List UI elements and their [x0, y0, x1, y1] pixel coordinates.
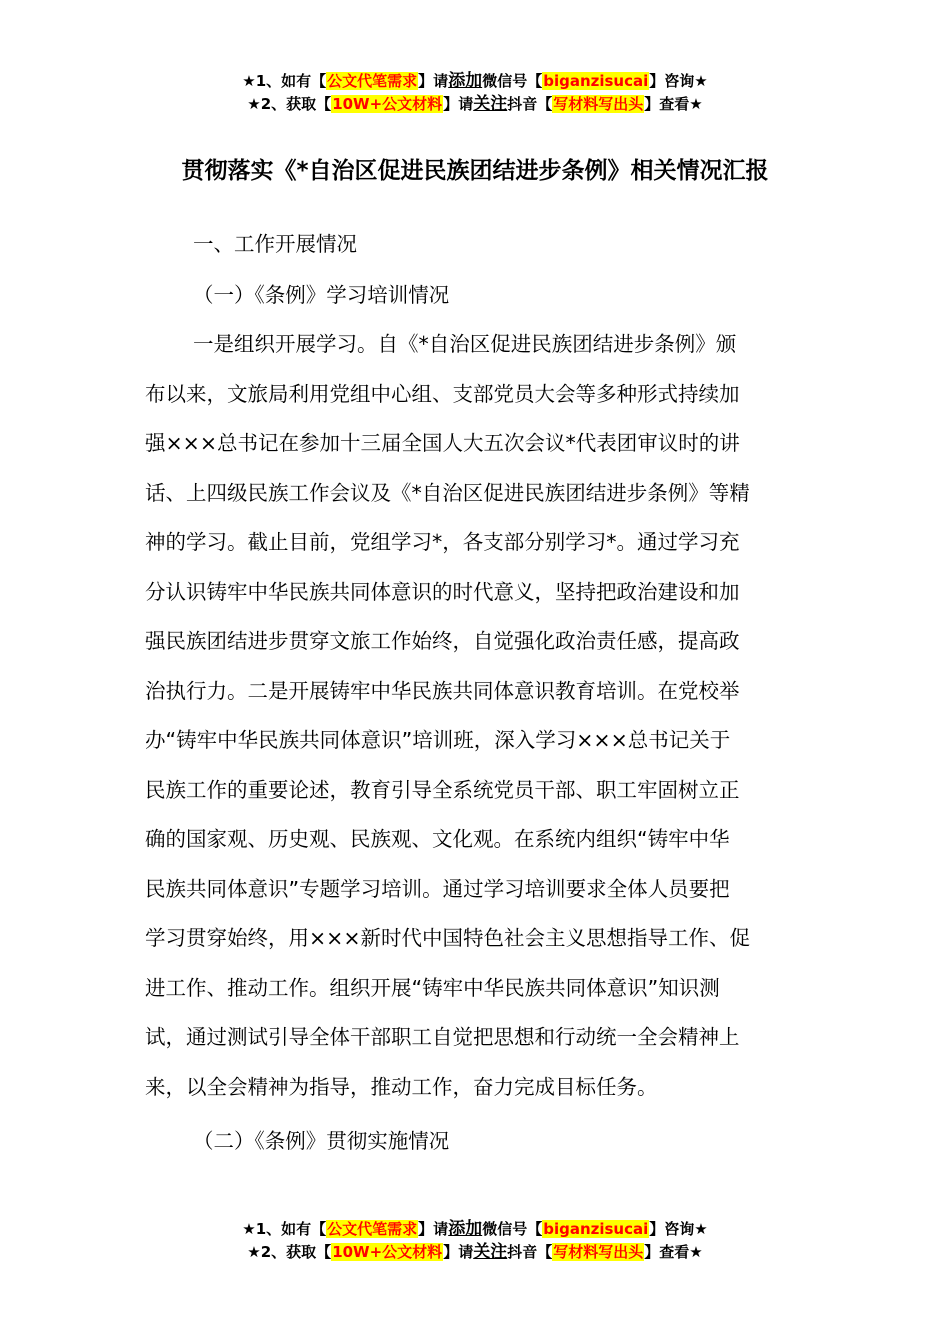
paragraph-line: 进工作、推动工作。组织开展“铸牢中华民族共同体意识”知识测 [145, 975, 720, 1000]
paragraph-line: 强×××总书记在参加十三届全国人大五次会议*代表团审议时的讲 [145, 431, 740, 455]
paragraph-line: 试，通过测试引导全体干部职工自觉把思想和行动统一全会精神上 [145, 1025, 740, 1049]
subsection-heading-2: （二）《条例》贯彻实施情况 [193, 1129, 450, 1153]
paragraph-line: 话、上四级民族工作会议及《*自治区促进民族团结进步条例》等精 [145, 480, 750, 505]
promo-line-1: ★1、如有【公文代笔需求】请添加微信号【biganzisucai】咨询★ [242, 71, 708, 91]
top-promo-banner [0, 70, 950, 116]
paragraph-line: 确的国家观、历史观、民族观、文化观。在系统内组织“铸牢中华 [145, 827, 730, 851]
body-paragraph [145, 320, 807, 1112]
paragraph-line: 强民族团结进步贯穿文旅工作始终，自觉强化政治责任感，提高政 [145, 629, 740, 653]
paragraph-line: 治执行力。二是开展铸牢中华民族共同体意识教育培训。在党校举 [145, 678, 740, 703]
bottom-promo-banner [0, 1218, 950, 1264]
highlight-wechat-id: biganzisucai [543, 1220, 649, 1238]
highlight-wechat-id: biganzisucai [543, 72, 649, 90]
paragraph-line: 民族工作的重要论述，教育引导全系统党员干部、职工牢固树立正 [145, 777, 740, 802]
paragraph-line: 民族共同体意识”专题学习培训。通过学习培训要求全体人员要把 [145, 876, 730, 901]
paragraph-line: 学习贯穿始终，用×××新时代中国特色社会主义思想指导工作、促 [145, 926, 751, 950]
paragraph-line: 来，以全会精神为指导，推动工作，奋力完成目标任务。 [145, 1074, 658, 1099]
paragraph-line: 办“铸牢中华民族共同体意识”培训班，深入学习×××总书记关于 [145, 728, 731, 752]
document-title: 贯彻落实《*自治区促进民族团结进步条例》相关情况汇报 [181, 158, 769, 184]
highlight-douyin-account: 写材料写出头 [553, 1243, 644, 1261]
promo-line-1: ★1、如有【公文代笔需求】请添加微信号【biganzisucai】咨询★ [242, 1219, 708, 1239]
section-heading-1: 一、工作开展情况 [193, 232, 357, 256]
paragraph-line: 布以来，文旅局利用党组中心组、支部党员大会等多种形式持续加 [145, 381, 740, 406]
subsection-heading-1: （一）《条例》学习培训情况 [193, 283, 450, 307]
highlight-service: 公文代笔需求 [327, 1220, 418, 1238]
promo-line-2: ★2、获取【10W+公文材料】请关注抖音【写材料写出头】查看★ [247, 1242, 703, 1262]
highlight-materials: 10W+公文材料 [332, 95, 443, 113]
promo-line-2: ★2、获取【10W+公文材料】请关注抖音【写材料写出头】查看★ [247, 94, 703, 114]
paragraph-line: 分认识铸牢中华民族共同体意识的时代意义，坚持把政治建设和加 [145, 579, 740, 604]
highlight-douyin-account: 写材料写出头 [553, 95, 644, 113]
paragraph-line: 神的学习。截止目前，党组学习*，各支部分别学习*。通过学习充 [145, 530, 740, 554]
paragraph-line: 一是组织开展学习。自《*自治区促进民族团结进步条例》颁 [193, 332, 737, 356]
highlight-service: 公文代笔需求 [327, 72, 418, 90]
highlight-materials: 10W+公文材料 [332, 1243, 443, 1261]
